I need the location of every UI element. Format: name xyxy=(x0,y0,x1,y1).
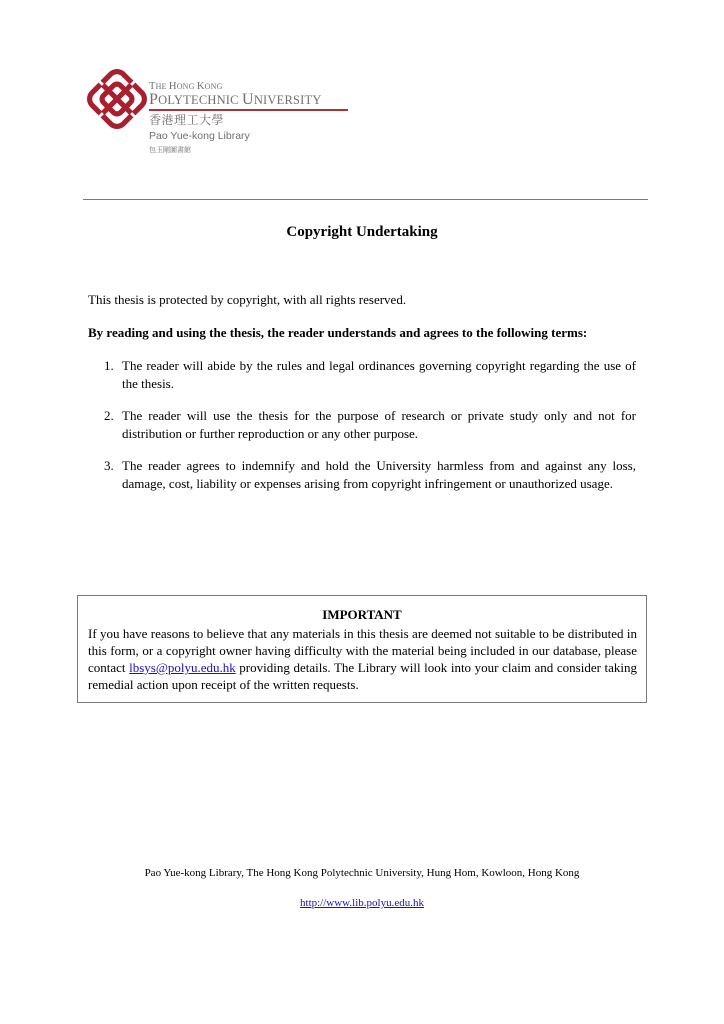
term-item xyxy=(104,407,636,442)
page-title: Copyright Undertaking xyxy=(286,224,438,240)
website-link[interactable]: http://www.lib.polyu.edu.hk xyxy=(300,897,424,909)
term-number: 3. xyxy=(104,458,114,473)
term-number: 2. xyxy=(104,408,114,423)
university-name-chinese: 香港理工大學 xyxy=(149,113,225,127)
university-name xyxy=(149,81,322,108)
header-divider xyxy=(83,199,648,200)
footer-website xyxy=(0,897,724,909)
university-name-line1: THE HONG KONG xyxy=(149,81,223,92)
footer-address: Pao Yue-kong Library, The Hong Kong Polytechnic University, Hung Hom, Kowloon, Hong Kong xyxy=(144,867,580,879)
term-text: The reader will abide by the rules and legal ordinances governing copyright regarding the use of the thesis. xyxy=(122,358,636,391)
polyu-library-logo xyxy=(86,68,366,168)
term-text: The reader agrees to indemnify and hold the University harmless from and against any loss, damage, cost, liability or expenses arising from copyright infringement or unauthorized usage. xyxy=(122,458,636,491)
polyu-knot-logo-icon xyxy=(86,68,148,130)
terms-lead: By reading and using the thesis, the reader understands and agrees to the following terms: xyxy=(88,325,588,340)
important-notice-box xyxy=(77,595,647,703)
term-item xyxy=(104,357,636,392)
terms-list xyxy=(104,357,636,507)
important-body-text: If you have reasons to believe that any materials in this thesis are deemed not suitable to be distributed in this form, or a copyright owner having difficulty with the material being included in our database, please contact xyxy=(88,626,637,675)
important-title: IMPORTANT xyxy=(322,607,402,622)
important-body xyxy=(78,625,646,693)
term-item xyxy=(104,457,636,492)
library-name-english: Pao Yue-kong Library xyxy=(149,130,250,142)
intro-paragraph: This thesis is protected by copyright, with all rights reserved. xyxy=(88,292,407,307)
university-name-line2: POLYTECHNIC UNIVERSITY xyxy=(149,91,322,108)
important-body-text-continued: providing details. The Library will look into your claim and consider taking remedial action upon receipt of the written requests. xyxy=(88,660,637,692)
term-text: The reader will use the thesis for the purpose of research or private study only and not for distribution or further reproduction or any other purpose. xyxy=(122,408,636,441)
library-name-chinese: 包玉剛圖書館 xyxy=(149,146,191,154)
term-number: 1. xyxy=(104,358,114,373)
email-link[interactable]: lbsys@polyu.edu.hk xyxy=(129,660,236,675)
